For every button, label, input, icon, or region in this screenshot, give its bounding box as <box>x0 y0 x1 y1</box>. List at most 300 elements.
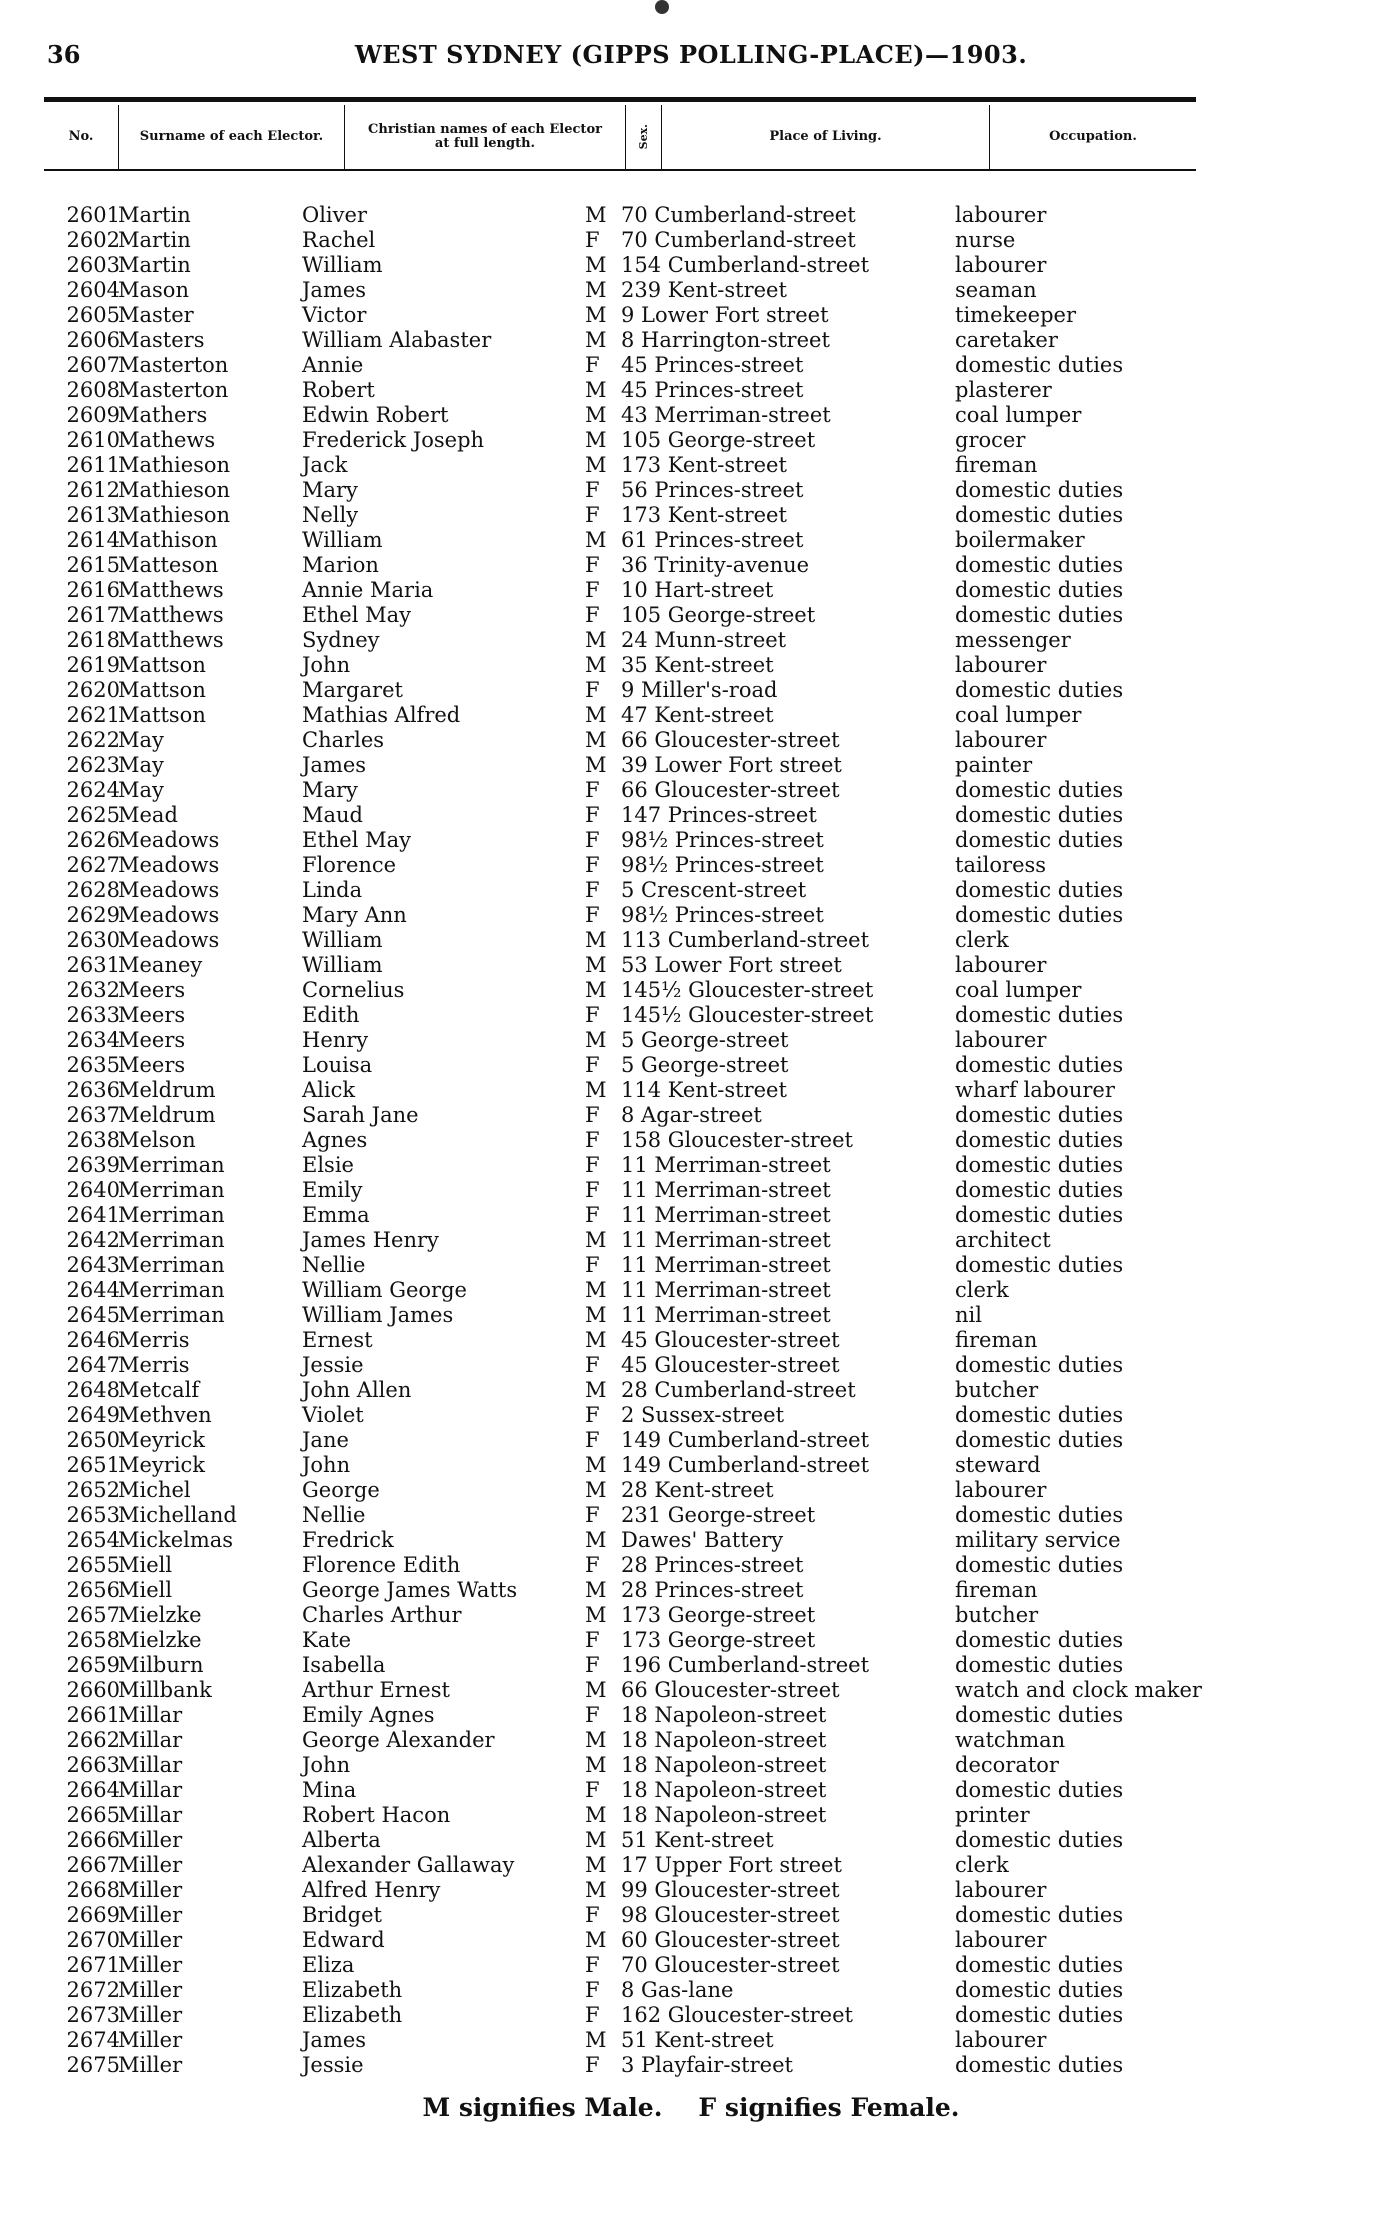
elector-surname: Master <box>118 303 194 327</box>
elector-surname: May <box>118 778 164 802</box>
elector-number: 2636 <box>66 1078 120 1102</box>
elector-christian-names: Cornelius <box>302 978 405 1002</box>
elector-surname: Masterton <box>118 378 229 402</box>
elector-occupation: domestic duties <box>955 1253 1124 1277</box>
elector-sex: F <box>585 1253 600 1277</box>
elector-occupation: architect <box>955 1228 1051 1252</box>
elector-number: 2661 <box>66 1703 120 1727</box>
table-row <box>0 1528 1382 1553</box>
elector-number: 2623 <box>66 753 120 777</box>
elector-number: 2659 <box>66 1653 120 1677</box>
elector-christian-names: Isabella <box>302 1653 386 1677</box>
elector-surname: Milburn <box>118 1653 204 1677</box>
elector-sex: F <box>585 853 600 877</box>
elector-occupation: domestic duties <box>955 1903 1124 1927</box>
elector-occupation: clerk <box>955 928 1009 952</box>
elector-place-of-living: 98 Gloucester-street <box>621 1903 840 1927</box>
elector-sex: M <box>585 1928 607 1952</box>
elector-occupation: coal lumper <box>955 703 1082 727</box>
elector-sex: F <box>585 553 600 577</box>
elector-number: 2643 <box>66 1253 120 1277</box>
elector-christian-names: Henry <box>302 1028 369 1052</box>
elector-surname: Meadows <box>118 878 220 902</box>
elector-occupation: fireman <box>955 453 1038 477</box>
elector-surname: Millar <box>118 1728 183 1752</box>
column-header-surname: Surname of each Elector. <box>119 105 345 169</box>
elector-sex: M <box>585 528 607 552</box>
elector-christian-names: Mary <box>302 778 358 802</box>
elector-place-of-living: 113 Cumberland-street <box>621 928 870 952</box>
column-header-no: No. <box>44 105 119 169</box>
elector-list <box>0 203 1382 2078</box>
elector-place-of-living: 61 Princes-street <box>621 528 804 552</box>
elector-sex: M <box>585 1803 607 1827</box>
elector-sex: F <box>585 803 600 827</box>
elector-occupation: fireman <box>955 1328 1038 1352</box>
elector-christian-names: Charles Arthur <box>302 1603 462 1627</box>
elector-christian-names: Florence Edith <box>302 1553 461 1577</box>
elector-number: 2671 <box>66 1953 120 1977</box>
elector-occupation: domestic duties <box>955 1353 1124 1377</box>
elector-occupation: domestic duties <box>955 1553 1124 1577</box>
elector-place-of-living: 45 Princes-street <box>621 353 804 377</box>
elector-sex: F <box>585 353 600 377</box>
elector-christian-names: James <box>302 753 367 777</box>
elector-occupation: domestic duties <box>955 878 1124 902</box>
elector-christian-names: Maud <box>302 803 363 827</box>
elector-sex: M <box>585 1878 607 1902</box>
elector-occupation: domestic duties <box>955 503 1124 527</box>
elector-occupation: domestic duties <box>955 1503 1124 1527</box>
table-row <box>0 1053 1382 1078</box>
table-row <box>0 1328 1382 1353</box>
elector-christian-names: Louisa <box>302 1053 373 1077</box>
elector-sex: F <box>585 1403 600 1427</box>
elector-place-of-living: 11 Merriman-street <box>621 1253 831 1277</box>
elector-number: 2613 <box>66 503 120 527</box>
elector-surname: Martin <box>118 228 191 252</box>
table-row <box>0 1778 1382 1803</box>
male-note: M signifies Male. <box>422 2093 663 2122</box>
elector-sex: M <box>585 953 607 977</box>
elector-number: 2639 <box>66 1153 120 1177</box>
elector-christian-names: George James Watts <box>302 1578 518 1602</box>
elector-occupation: domestic duties <box>955 1828 1124 1852</box>
table-row <box>0 303 1382 328</box>
elector-number: 2664 <box>66 1778 120 1802</box>
elector-place-of-living: 18 Napoleon-street <box>621 1803 827 1827</box>
elector-christian-names: Oliver <box>302 203 367 227</box>
elector-occupation: domestic duties <box>955 1003 1124 1027</box>
elector-christian-names: Charles <box>302 728 385 752</box>
elector-place-of-living: Dawes' Battery <box>621 1528 784 1552</box>
elector-sex: F <box>585 228 600 252</box>
elector-sex: M <box>585 1478 607 1502</box>
elector-surname: Mead <box>118 803 178 827</box>
elector-place-of-living: 98½ Princes-street <box>621 903 824 927</box>
elector-christian-names: Annie Maria <box>302 578 434 602</box>
elector-surname: Meers <box>118 978 186 1002</box>
column-header-sex-cell <box>626 105 662 169</box>
elector-occupation: butcher <box>955 1378 1039 1402</box>
elector-sex: F <box>585 1128 600 1152</box>
elector-christian-names: William <box>302 953 383 977</box>
elector-place-of-living: 11 Merriman-street <box>621 1203 831 1227</box>
elector-place-of-living: 114 Kent-street <box>621 1078 787 1102</box>
elector-occupation: domestic duties <box>955 2053 1124 2077</box>
elector-place-of-living: 28 Princes-street <box>621 1578 804 1602</box>
column-header-place: Place of Living. <box>662 105 990 169</box>
elector-sex: M <box>585 2028 607 2052</box>
elector-sex: M <box>585 378 607 402</box>
elector-occupation: coal lumper <box>955 978 1082 1002</box>
table-row <box>0 1003 1382 1028</box>
elector-occupation: tailoress <box>955 853 1047 877</box>
elector-surname: Miller <box>118 2003 183 2027</box>
elector-number: 2634 <box>66 1028 120 1052</box>
elector-number: 2608 <box>66 378 120 402</box>
elector-sex: M <box>585 253 607 277</box>
elector-number: 2665 <box>66 1803 120 1827</box>
elector-sex: F <box>585 1003 600 1027</box>
elector-sex: M <box>585 1753 607 1777</box>
elector-place-of-living: 239 Kent-street <box>621 278 787 302</box>
elector-surname: Mielzke <box>118 1628 202 1652</box>
elector-christian-names: John <box>302 1453 351 1477</box>
elector-number: 2669 <box>66 1903 120 1927</box>
column-header-sex: Sex. <box>636 124 650 150</box>
table-row <box>0 1153 1382 1178</box>
elector-surname: Matthews <box>118 603 224 627</box>
elector-surname: Matthews <box>118 628 224 652</box>
elector-sex: F <box>585 903 600 927</box>
elector-place-of-living: 11 Merriman-street <box>621 1303 831 1327</box>
elector-christian-names: James <box>302 278 367 302</box>
elector-place-of-living: 11 Merriman-street <box>621 1178 831 1202</box>
elector-number: 2644 <box>66 1278 120 1302</box>
elector-place-of-living: 24 Munn-street <box>621 628 787 652</box>
elector-number: 2635 <box>66 1053 120 1077</box>
elector-number: 2611 <box>66 453 120 477</box>
elector-occupation: labourer <box>955 1028 1047 1052</box>
elector-place-of-living: 9 Lower Fort street <box>621 303 829 327</box>
table-row <box>0 378 1382 403</box>
elector-sex: M <box>585 1603 607 1627</box>
elector-occupation: printer <box>955 1803 1030 1827</box>
elector-surname: Martin <box>118 253 191 277</box>
elector-number: 2649 <box>66 1403 120 1427</box>
elector-sex: F <box>585 1628 600 1652</box>
elector-sex: M <box>585 628 607 652</box>
elector-place-of-living: 28 Princes-street <box>621 1553 804 1577</box>
table-row <box>0 1378 1382 1403</box>
page-number: 36 <box>47 40 81 69</box>
elector-sex: M <box>585 1078 607 1102</box>
table-row <box>0 528 1382 553</box>
elector-number: 2633 <box>66 1003 120 1027</box>
elector-occupation: domestic duties <box>955 553 1124 577</box>
elector-place-of-living: 105 George-street <box>621 428 816 452</box>
elector-christian-names: Emily <box>302 1178 363 1202</box>
elector-occupation: messenger <box>955 628 1071 652</box>
elector-christian-names: Nellie <box>302 1503 366 1527</box>
table-header <box>44 105 1196 171</box>
page-title: WEST SYDNEY (GIPPS POLLING-PLACE)—1903. <box>354 40 1028 69</box>
elector-number: 2612 <box>66 478 120 502</box>
top-rule <box>44 97 1196 102</box>
elector-number: 2622 <box>66 728 120 752</box>
elector-christian-names: Ethel May <box>302 603 411 627</box>
table-row <box>0 278 1382 303</box>
elector-surname: Miller <box>118 1828 183 1852</box>
elector-occupation: domestic duties <box>955 478 1124 502</box>
elector-christian-names: Victor <box>302 303 367 327</box>
table-row <box>0 453 1382 478</box>
elector-place-of-living: 149 Cumberland-street <box>621 1453 870 1477</box>
elector-surname: Mathison <box>118 528 218 552</box>
table-row <box>0 1553 1382 1578</box>
elector-christian-names: James <box>302 2028 367 2052</box>
elector-christian-names: Mary <box>302 478 358 502</box>
elector-place-of-living: 8 Agar-street <box>621 1103 762 1127</box>
elector-surname: May <box>118 753 164 777</box>
elector-occupation: wharf labourer <box>955 1078 1115 1102</box>
elector-place-of-living: 11 Merriman-street <box>621 1228 831 1252</box>
elector-occupation: domestic duties <box>955 1103 1124 1127</box>
table-row <box>0 603 1382 628</box>
elector-place-of-living: 70 Cumberland-street <box>621 228 856 252</box>
table-row <box>0 1478 1382 1503</box>
elector-number: 2627 <box>66 853 120 877</box>
elector-place-of-living: 56 Princes-street <box>621 478 804 502</box>
elector-surname: Meyrick <box>118 1453 206 1477</box>
elector-christian-names: Alberta <box>302 1828 381 1852</box>
elector-christian-names: Kate <box>302 1628 352 1652</box>
elector-place-of-living: 39 Lower Fort street <box>621 753 842 777</box>
table-row <box>0 1753 1382 1778</box>
elector-surname: Matteson <box>118 553 219 577</box>
elector-christian-names: Mina <box>302 1778 357 1802</box>
elector-sex: M <box>585 1578 607 1602</box>
elector-number: 2630 <box>66 928 120 952</box>
elector-place-of-living: 28 Cumberland-street <box>621 1378 856 1402</box>
elector-place-of-living: 70 Gloucester-street <box>621 1953 840 1977</box>
elector-sex: M <box>585 928 607 952</box>
elector-christian-names: Alexander Gallaway <box>302 1853 515 1877</box>
elector-sex: M <box>585 453 607 477</box>
table-row <box>0 1653 1382 1678</box>
elector-occupation: domestic duties <box>955 1978 1124 2002</box>
elector-sex: F <box>585 1203 600 1227</box>
elector-surname: Merris <box>118 1328 190 1352</box>
table-row <box>0 1853 1382 1878</box>
elector-surname: Miell <box>118 1578 173 1602</box>
elector-christian-names: Jessie <box>302 2053 364 2077</box>
elector-surname: Miell <box>118 1553 173 1577</box>
table-row <box>0 1253 1382 1278</box>
elector-place-of-living: 45 Gloucester-street <box>621 1353 840 1377</box>
ink-speck <box>655 0 669 14</box>
elector-surname: Meaney <box>118 953 203 977</box>
table-row <box>0 1953 1382 1978</box>
table-row <box>0 1728 1382 1753</box>
elector-surname: Meyrick <box>118 1428 206 1452</box>
elector-sex: F <box>585 2053 600 2077</box>
elector-sex: M <box>585 1228 607 1252</box>
table-row <box>0 428 1382 453</box>
elector-surname: Merris <box>118 1353 190 1377</box>
elector-sex: M <box>585 728 607 752</box>
elector-sex: F <box>585 1353 600 1377</box>
elector-number: 2646 <box>66 1328 120 1352</box>
table-row <box>0 1178 1382 1203</box>
table-row <box>0 1278 1382 1303</box>
elector-occupation: watch and clock maker <box>955 1678 1202 1702</box>
elector-sex: F <box>585 778 600 802</box>
elector-sex: M <box>585 1678 607 1702</box>
elector-place-of-living: 9 Miller's-road <box>621 678 778 702</box>
elector-surname: Masters <box>118 328 205 352</box>
elector-occupation: nurse <box>955 228 1016 252</box>
elector-sex: M <box>585 1028 607 1052</box>
elector-surname: Millbank <box>118 1678 212 1702</box>
elector-occupation: domestic duties <box>955 1053 1124 1077</box>
elector-occupation: labourer <box>955 1878 1047 1902</box>
table-row <box>0 1628 1382 1653</box>
elector-place-of-living: 5 George-street <box>621 1028 789 1052</box>
table-row <box>0 953 1382 978</box>
elector-number: 2620 <box>66 678 120 702</box>
table-row <box>0 878 1382 903</box>
elector-number: 2624 <box>66 778 120 802</box>
table-row <box>0 1978 1382 2003</box>
elector-number: 2672 <box>66 1978 120 2002</box>
elector-christian-names: George <box>302 1478 380 1502</box>
elector-christian-names: Alfred Henry <box>302 1878 441 1902</box>
table-row <box>0 1928 1382 1953</box>
elector-occupation: butcher <box>955 1603 1039 1627</box>
elector-christian-names: William James <box>302 1303 454 1327</box>
elector-sex: F <box>585 1953 600 1977</box>
elector-number: 2621 <box>66 703 120 727</box>
table-row <box>0 1403 1382 1428</box>
elector-sex: M <box>585 1853 607 1877</box>
elector-number: 2662 <box>66 1728 120 1752</box>
elector-surname: Miller <box>118 1878 183 1902</box>
elector-surname: Merriman <box>118 1253 225 1277</box>
table-row <box>0 253 1382 278</box>
elector-surname: Mathews <box>118 428 216 452</box>
elector-place-of-living: 154 Cumberland-street <box>621 253 870 277</box>
elector-place-of-living: 98½ Princes-street <box>621 828 824 852</box>
table-row <box>0 828 1382 853</box>
elector-sex: M <box>585 653 607 677</box>
elector-christian-names: William <box>302 253 383 277</box>
table-row <box>0 678 1382 703</box>
elector-occupation: domestic duties <box>955 678 1124 702</box>
elector-number: 2605 <box>66 303 120 327</box>
elector-number: 2607 <box>66 353 120 377</box>
table-row <box>0 1578 1382 1603</box>
table-row <box>0 578 1382 603</box>
elector-number: 2617 <box>66 603 120 627</box>
table-row <box>0 1503 1382 1528</box>
elector-occupation: domestic duties <box>955 578 1124 602</box>
elector-number: 2618 <box>66 628 120 652</box>
elector-surname: Merriman <box>118 1278 225 1302</box>
elector-surname: Michel <box>118 1478 191 1502</box>
elector-place-of-living: 145½ Gloucester-street <box>621 1003 874 1027</box>
elector-christian-names: Elizabeth <box>302 2003 403 2027</box>
elector-surname: Miller <box>118 1978 183 2002</box>
elector-sex: M <box>585 1453 607 1477</box>
elector-surname: Meadows <box>118 853 220 877</box>
elector-christian-names: Jane <box>302 1428 349 1452</box>
elector-sex: F <box>585 578 600 602</box>
elector-number: 2648 <box>66 1378 120 1402</box>
table-row <box>0 1203 1382 1228</box>
elector-occupation: domestic duties <box>955 803 1124 827</box>
elector-surname: Martin <box>118 203 191 227</box>
elector-occupation: fireman <box>955 1578 1038 1602</box>
elector-surname: Merriman <box>118 1203 225 1227</box>
elector-surname: Merriman <box>118 1153 225 1177</box>
elector-sex: F <box>585 878 600 902</box>
elector-surname: Meers <box>118 1053 186 1077</box>
elector-place-of-living: 196 Cumberland-street <box>621 1653 870 1677</box>
elector-number: 2640 <box>66 1178 120 1202</box>
elector-christian-names: John <box>302 653 351 677</box>
elector-sex: F <box>585 1903 600 1927</box>
elector-occupation: labourer <box>955 953 1047 977</box>
elector-occupation: painter <box>955 753 1033 777</box>
elector-number: 2601 <box>66 203 120 227</box>
elector-sex: F <box>585 1053 600 1077</box>
female-note: F signifies Female. <box>698 2093 960 2122</box>
elector-place-of-living: 145½ Gloucester-street <box>621 978 874 1002</box>
elector-christian-names: Edward <box>302 1928 385 1952</box>
elector-sex: M <box>585 428 607 452</box>
column-header-christian: Christian names of each Elector at full length. <box>345 105 626 169</box>
elector-christian-names: Alick <box>302 1078 356 1102</box>
elector-number: 2628 <box>66 878 120 902</box>
elector-place-of-living: 149 Cumberland-street <box>621 1428 870 1452</box>
elector-place-of-living: 162 Gloucester-street <box>621 2003 853 2027</box>
elector-surname: Mielzke <box>118 1603 202 1627</box>
elector-occupation: domestic duties <box>955 1128 1124 1152</box>
elector-place-of-living: 51 Kent-street <box>621 1828 774 1852</box>
elector-occupation: coal lumper <box>955 403 1082 427</box>
elector-surname: Meldrum <box>118 1078 216 1102</box>
table-row <box>0 753 1382 778</box>
elector-number: 2655 <box>66 1553 120 1577</box>
elector-sex: F <box>585 678 600 702</box>
elector-sex: F <box>585 1703 600 1727</box>
elector-sex: M <box>585 1278 607 1302</box>
elector-occupation: labourer <box>955 728 1047 752</box>
elector-number: 2619 <box>66 653 120 677</box>
elector-sex: M <box>585 1528 607 1552</box>
elector-number: 2602 <box>66 228 120 252</box>
elector-surname: Mickelmas <box>118 1528 234 1552</box>
elector-christian-names: Emma <box>302 1203 370 1227</box>
elector-christian-names: Marion <box>302 553 379 577</box>
elector-surname: Miller <box>118 2053 183 2077</box>
elector-occupation: domestic duties <box>955 1703 1124 1727</box>
elector-sex: F <box>585 603 600 627</box>
elector-number: 2658 <box>66 1628 120 1652</box>
elector-surname: Millar <box>118 1803 183 1827</box>
